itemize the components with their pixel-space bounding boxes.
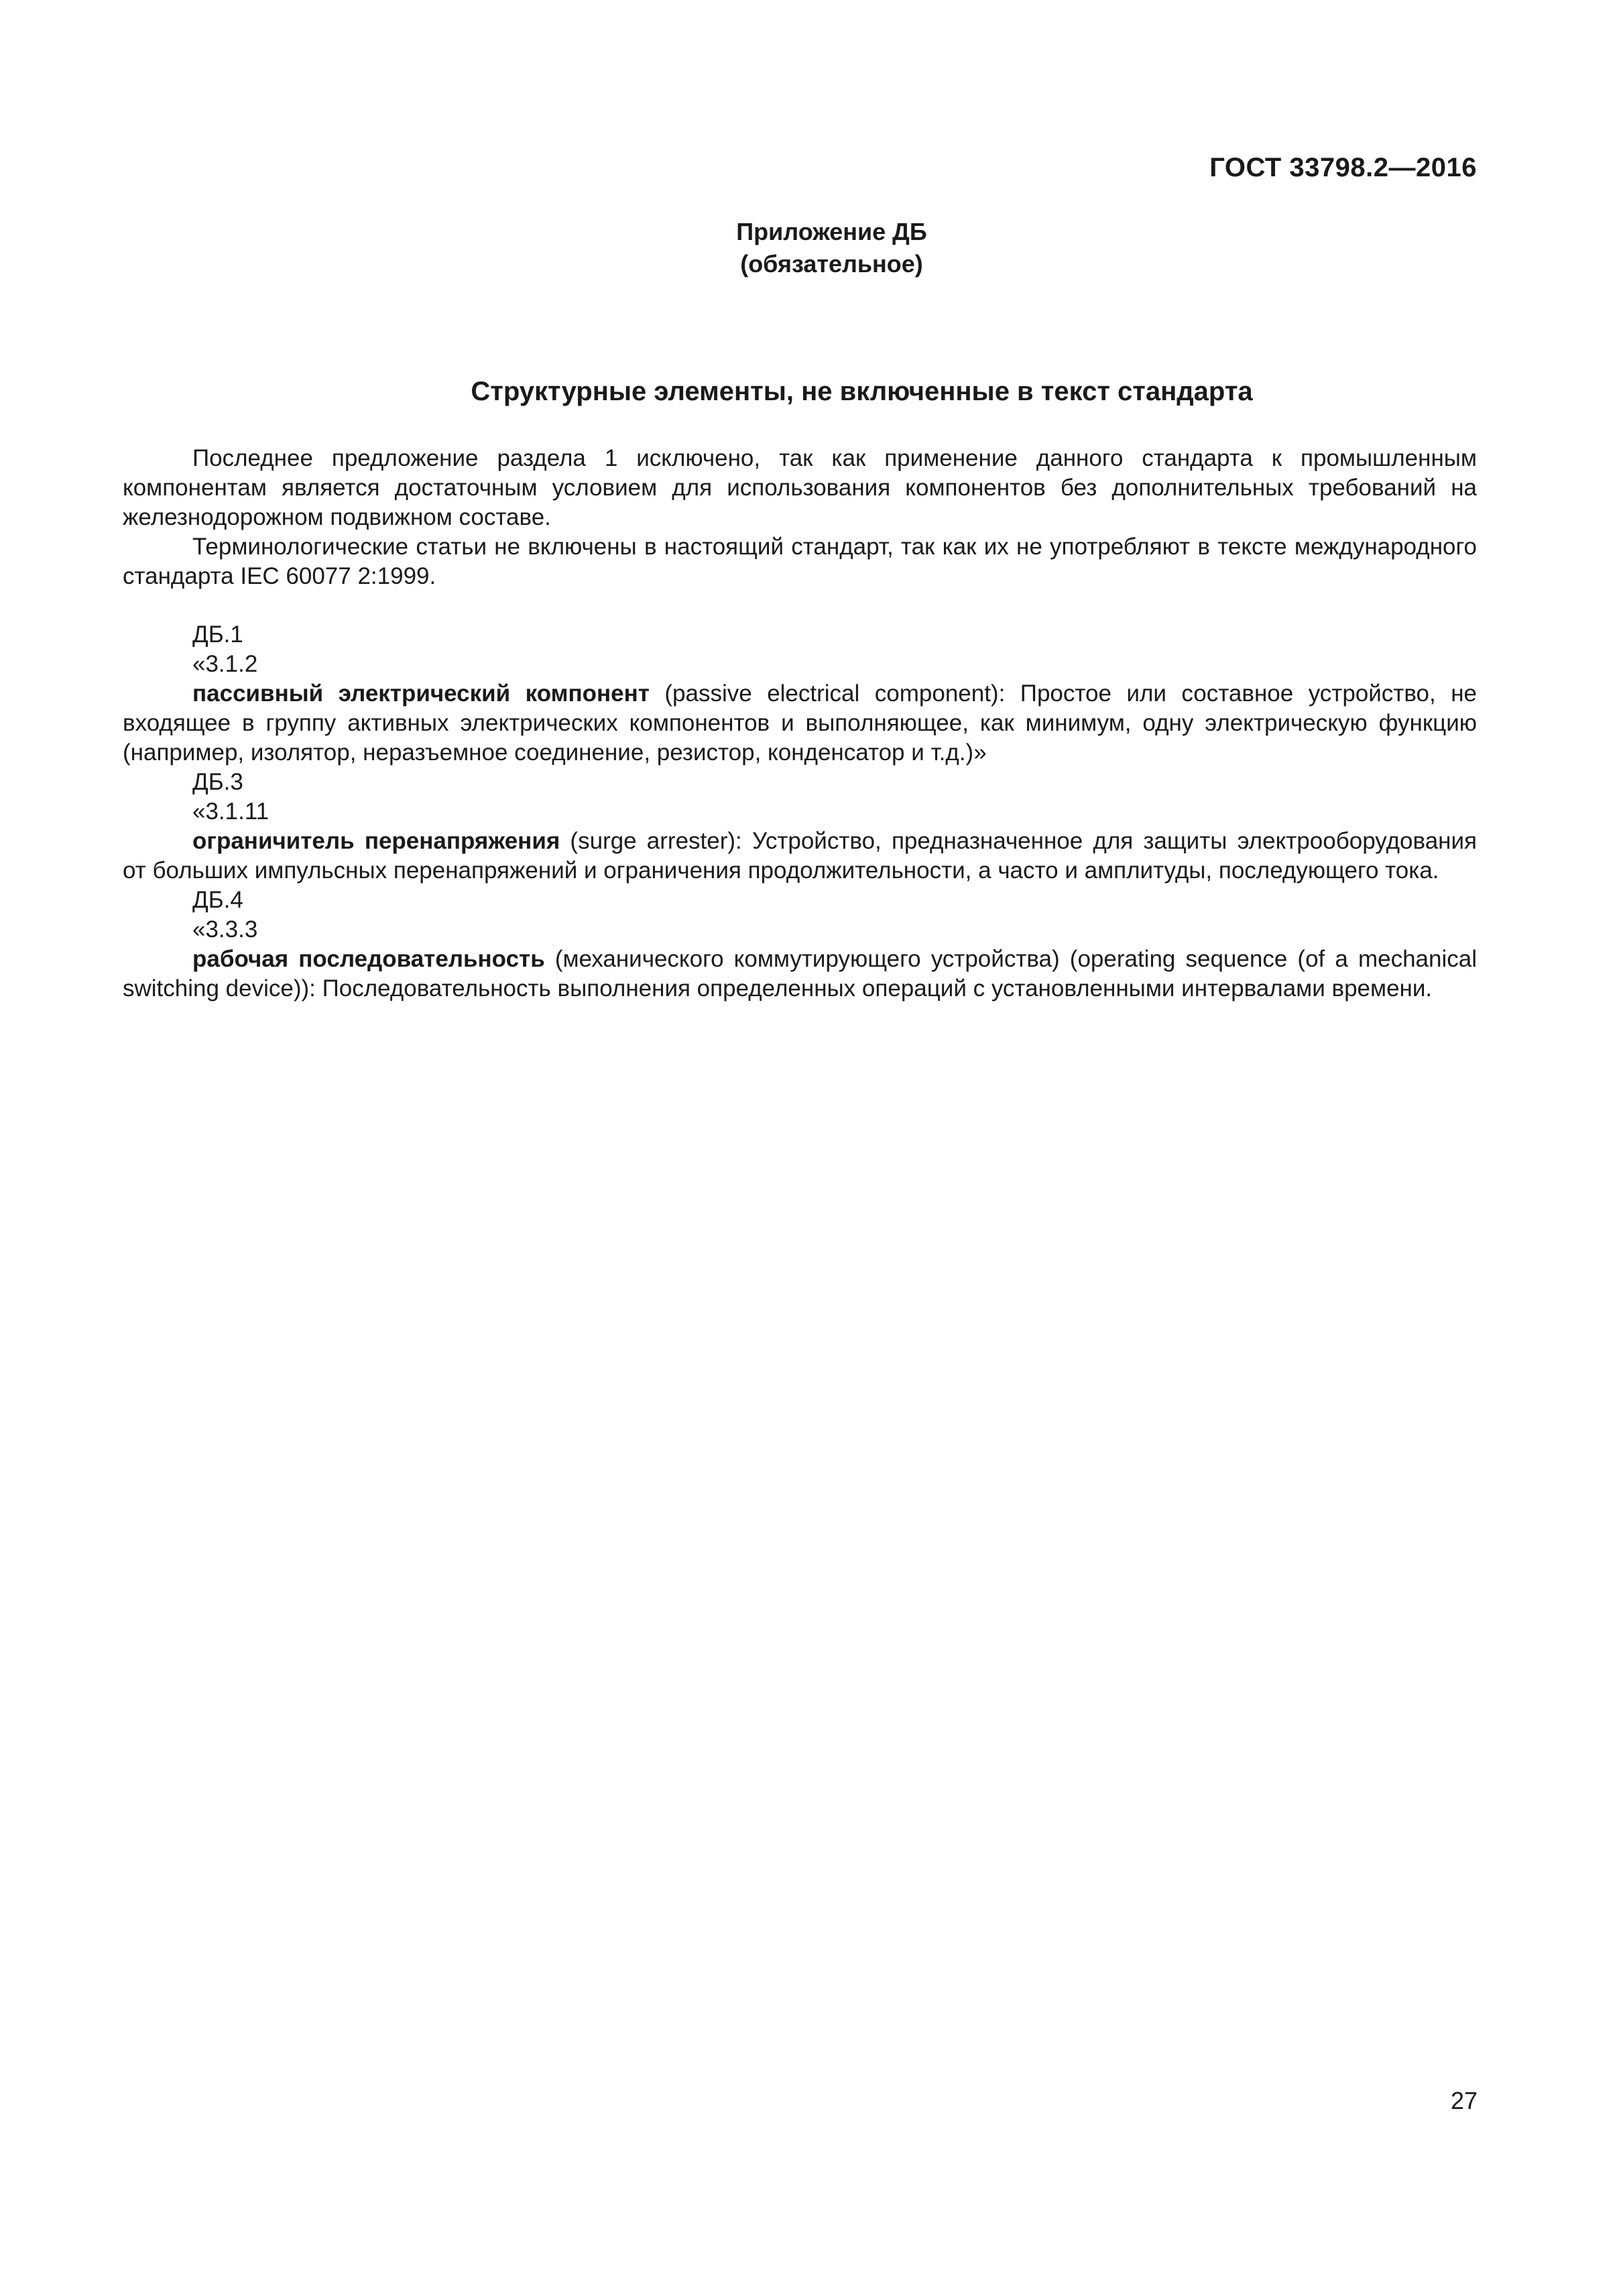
appendix-heading [0,216,1623,280]
appendix-title: Приложение ДБ [736,218,927,245]
term-name: ограничитель перенапряжения [192,828,560,854]
terms-list [123,620,1477,1004]
page-number: 27 [1450,2087,1478,2114]
term-name: рабочая последовательность [192,946,545,972]
clause-number: ДБ.1 [192,621,243,648]
term-entry [123,827,1477,886]
clause-number: ДБ.3 [192,769,243,795]
reference-number: «3.3.3 [192,916,258,943]
appendix-status: (обязательное) [740,250,923,278]
reference-number: «3.1.11 [192,798,269,825]
section-title: Структурные элементы, не включенные в текст стандарта [471,377,1253,406]
term-definition: (механического коммутирующего устройства) (operating sequence (of a mechanical switching device)): Последовательность выполнения определенных операций с установленными интервалами времени. [123,946,1477,1002]
term-definition: (surge arrester): Устройство, предназначенное для защиты электрооборудования от больших импульсных перенапряжений и ограничения продолжительности, а часто и амплитуды, последующего тока. [123,828,1478,884]
term-name: пассивный электрический компонент [192,680,650,707]
intro-text [123,444,1477,591]
term-definition: (passive electrical component): Простое или составное устройство, не входящее в группу активных электрических компонентов и выполняющее, как минимум, одну электрическую функцию (например, изолятор, неразъемное соединение, резистор, конденсатор и т.д.)» [123,680,1477,766]
reference-number: «3.1.2 [192,651,258,677]
intro-paragraph: Терминологические статьи не включены в настоящий стандарт, так как их не употребляют в тексте международного стандарта IEC 60077 2:1999. [123,534,1477,589]
document-code: ГОСТ 33798.2—2016 [1209,153,1477,182]
term-entry [123,945,1477,1004]
term-entry [123,679,1477,768]
clause-number: ДБ.4 [192,887,243,913]
intro-paragraph: Последнее предложение раздела 1 исключено, так как применение данного стандарта к промышленным компонентам является достаточным условием для использования компонентов без дополнительных требований на железнодорожном подвижном составе. [123,445,1477,530]
